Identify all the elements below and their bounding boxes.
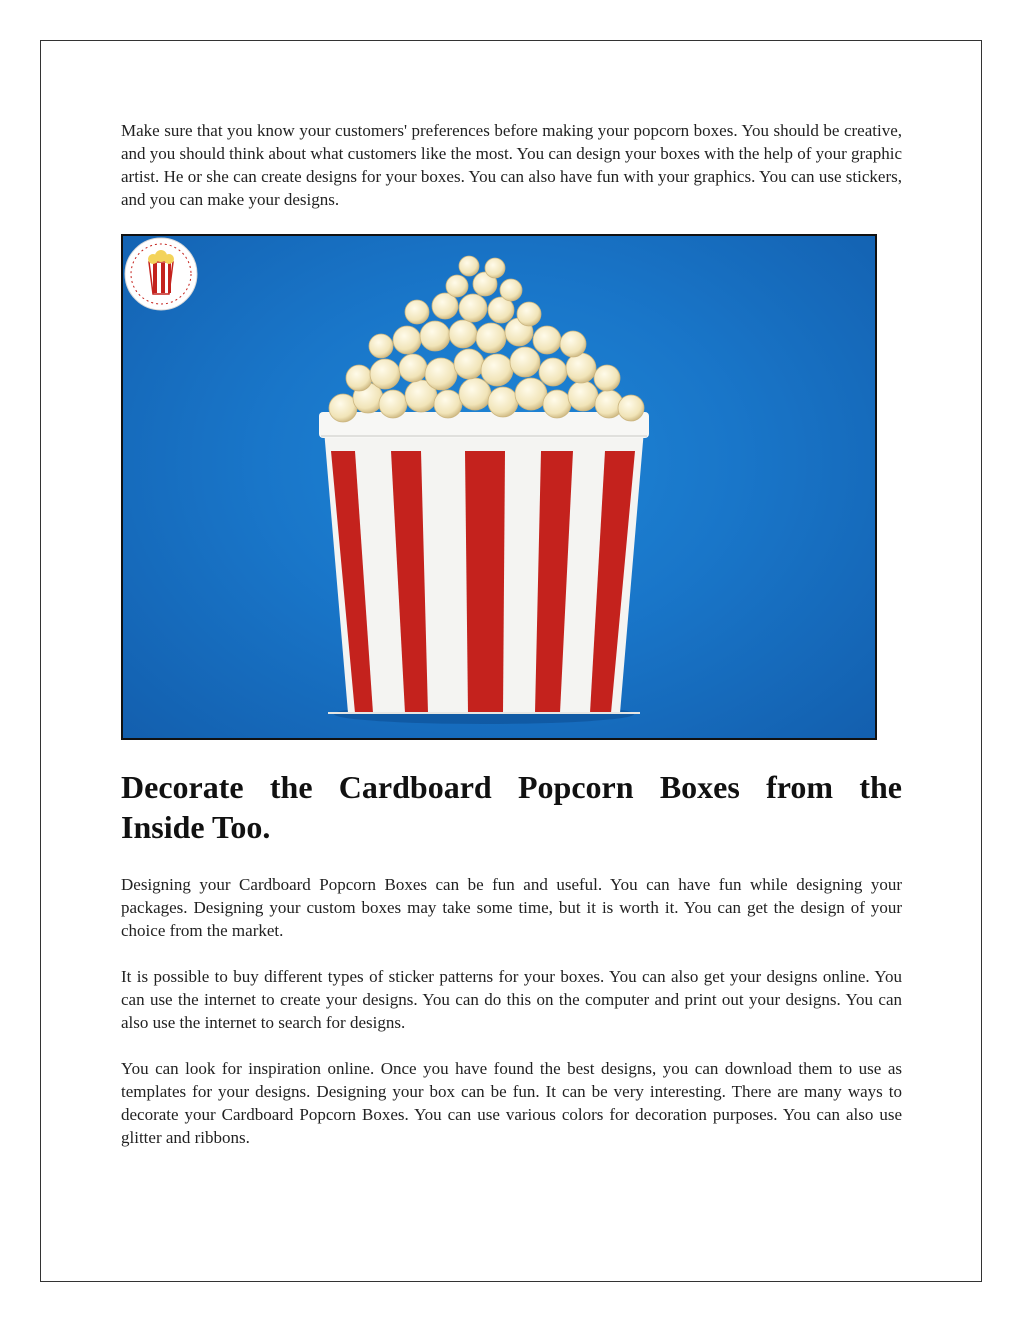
section-heading xyxy=(121,767,902,847)
body-paragraph-1: Designing your Cardboard Popcorn Boxes can be fun and useful. You can have fun while designing your packages. Designing your custom boxes may take some time, but it is worth it. You can get the design of your choice from the market. xyxy=(121,875,902,940)
body-paragraph-2: It is possible to buy different types of sticker patterns for your boxes. You can also get your designs online. You can use the internet to create your designs. You can do this on the computer and print out your designs. You can also use the internet to search for designs. xyxy=(121,967,902,1032)
intro-paragraph: Make sure that you know your customers' preferences before making your popcorn boxes. You should be creative, and you should think about what customers like the most. You can design your boxes with the help of your graphic artist. He or she can create designs for your boxes. You can also have fun with your graphics. You can use stickers, and you can make your designs. xyxy=(121,121,902,209)
document-content xyxy=(121,119,902,1149)
body-paragraphs xyxy=(121,873,902,1149)
popcorn-pile xyxy=(329,256,644,422)
section-heading-line-2: Inside Too. xyxy=(121,809,271,845)
popcorn-bucket-image xyxy=(121,234,877,740)
section-heading-line-1: Decorate the Cardboard Popcorn Boxes from the xyxy=(121,769,902,805)
brand-logo xyxy=(125,238,197,310)
body-paragraph-3: You can look for inspiration online. Once you have found the best designs, you can download them to use as templates for your designs. Designing your box can be fun. It can be very interesting. There are many ways to decorate your Cardboard Popcorn Boxes. You can use various colors for decoration purposes. You can also use glitter and ribbons. xyxy=(121,1059,902,1147)
popcorn-bucket-illustration xyxy=(123,236,875,738)
bucket-body xyxy=(319,412,649,713)
